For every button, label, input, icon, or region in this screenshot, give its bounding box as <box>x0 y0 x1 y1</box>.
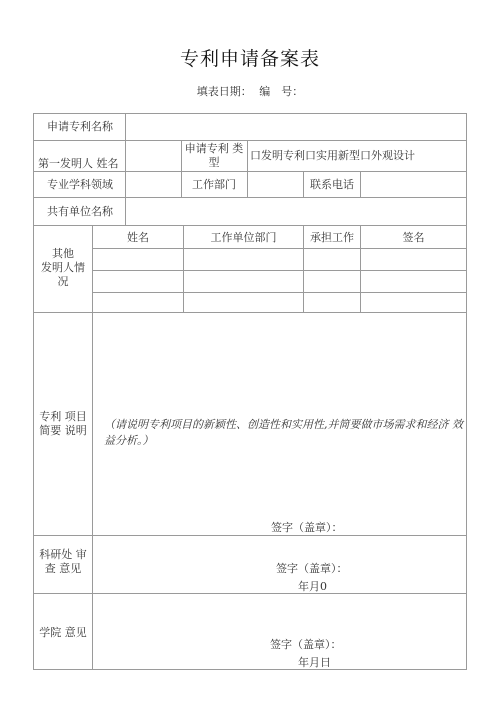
patent-type-label <box>182 142 246 170</box>
table-border-left <box>33 113 34 670</box>
patent-type-label-line2: 型 <box>208 156 220 169</box>
row-line <box>33 171 467 172</box>
discipline-label: 专业学科领域 <box>47 178 113 191</box>
table-border-right <box>466 113 467 670</box>
number-label: 编 号： <box>259 85 304 98</box>
row-line <box>33 140 467 141</box>
research-office-label <box>34 548 92 576</box>
col-header-sign: 签名 <box>402 231 425 244</box>
other-inventors-label <box>34 247 92 289</box>
first-inventor-label: 第一发明人 姓名 <box>38 157 119 170</box>
description-note: （请说明专利项目的新颖性、创造性和实用性,并简要做市场需求和经济 效益分析。） <box>104 418 463 447</box>
research-office-signature: 签字（盖章）： <box>276 562 348 575</box>
description-label-line2: 简要 说明 <box>39 424 87 437</box>
col-header-name: 姓名 <box>127 231 149 244</box>
col-line <box>360 171 361 197</box>
col-line <box>92 225 93 670</box>
row-line <box>92 270 467 271</box>
other-inventors-label-line2: 发明人情 <box>41 261 85 274</box>
row-line <box>33 225 467 226</box>
col-line <box>125 113 126 225</box>
patent-type-label-line1: 申请专利 类 <box>184 142 244 155</box>
college-date: 年月日 <box>298 656 331 669</box>
research-office-label-line1: 科研处 审 <box>39 548 87 561</box>
co-applicant-label: 共有单位名称 <box>47 205 113 218</box>
description-label-line1: 专利 项目 <box>39 410 87 423</box>
work-dept-label: 工作部门 <box>192 178 236 191</box>
row-line <box>33 197 467 198</box>
table-border-top <box>33 113 467 114</box>
row-line <box>33 312 467 313</box>
row-line <box>33 535 467 536</box>
patent-type-options[interactable]: 口发明专利口实用新型口外观设计 <box>250 149 415 162</box>
col-header-task: 承担工作 <box>310 231 354 244</box>
other-inventors-label-line1: 其他 <box>52 247 74 260</box>
table-border-bottom <box>33 669 467 670</box>
college-signature: 签字（盖章）： <box>270 638 342 651</box>
form-title: 专利申请备案表 <box>179 48 320 70</box>
research-office-date: 年月0 <box>298 580 327 593</box>
description-signature: 签字（盖章）： <box>271 521 343 534</box>
col-line <box>247 140 248 197</box>
row-line <box>92 292 467 293</box>
research-office-label-line2: 查 意见 <box>44 562 82 575</box>
fill-date-label: 填表日期： <box>196 85 252 98</box>
patent-name-label: 申请专利名称 <box>47 120 113 133</box>
row-line <box>33 593 467 594</box>
description-label <box>34 410 92 438</box>
row-line <box>92 248 467 249</box>
other-inventors-label-line3: 况 <box>57 275 69 288</box>
college-label: 学院 意见 <box>39 626 87 639</box>
col-header-unit: 工作单位部门 <box>210 231 277 244</box>
phone-label: 联系电话 <box>310 178 354 191</box>
